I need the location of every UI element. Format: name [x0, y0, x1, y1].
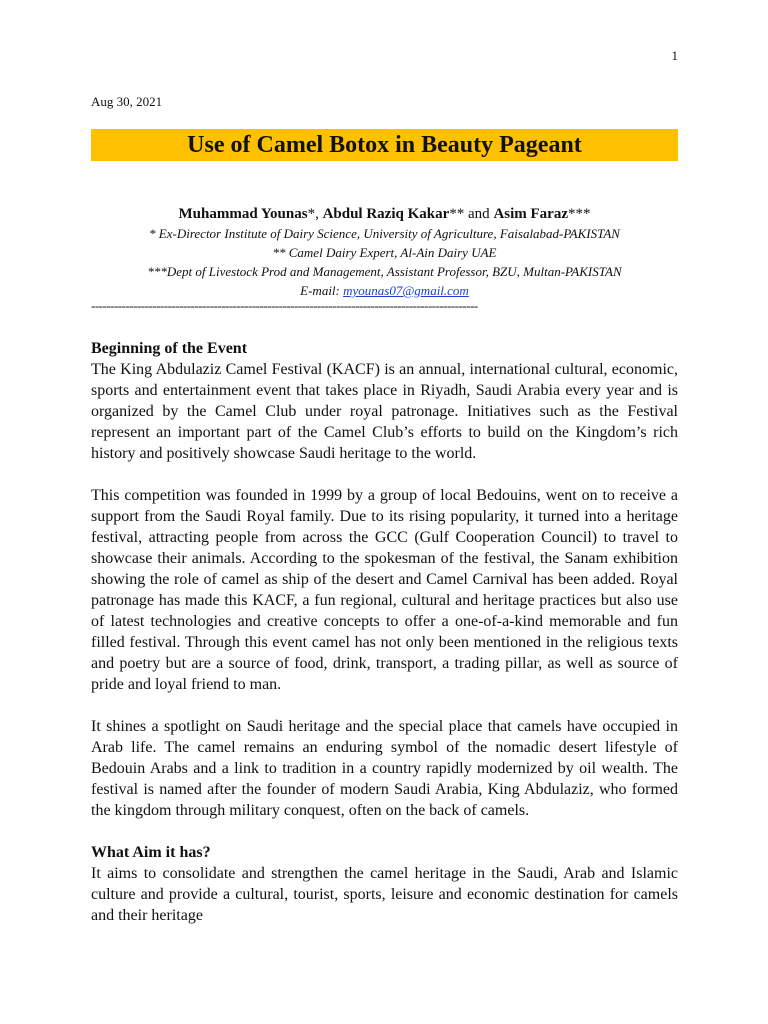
section-heading: Beginning of the Event: [91, 340, 248, 357]
section-heading: What Aim it has?: [91, 844, 211, 861]
affiliation: ***Dept of Livestock Prod and Management, Assistant Professor, BZU, Multan-PAKISTAN: [147, 264, 622, 279]
title-banner: [91, 129, 678, 161]
document-body: [91, 338, 678, 926]
author-mark: ***: [568, 206, 591, 222]
document-title: Use of Camel Botox in Beauty Pageant: [187, 131, 582, 158]
author-mark: *,: [307, 206, 323, 222]
email-link[interactable]: myounas07@gmail.com: [343, 283, 469, 298]
author-mark: ** and: [449, 206, 494, 222]
body-paragraph: The King Abdulaziz Camel Festival (KACF) is an annual, international cultural, economic, sports and entertainment event that takes place in Riyadh, Saudi Arabia every year and is organized by the Camel Club under royal patronage. Initiatives such as the Festival represent an important part of the Camel Club’s efforts to build on the Kingdom’s rich history and positively showcase Saudi heritage to the world.: [91, 361, 678, 462]
email-line: [91, 281, 678, 300]
affiliation: * Ex-Director Institute of Dairy Science, University of Agriculture, Faisalabad-PAKISTAN: [149, 226, 620, 241]
author-name: Asim Faraz: [493, 206, 568, 222]
body-paragraph: This competition was founded in 1999 by a group of local Bedouins, went on to receive a support from the Saudi Royal family. Due to its rising popularity, it turned into a heritage festival, attracting people from across the GCC (Gulf Cooperation Council) to travel to showcase their animals. According to the spokesman of the festival, the Sanam exhibition showing the role of camel as ship of the desert and Camel Carnival has been added. Royal patronage has made this KACF, a fun regional, cultural and heritage practices but also use of latest technologies and creative concepts to offer a one-of-a-kind memorable and fun filled festival. Through this event camel has not only been mentioned in the religious texts and poetry but are a source of food, drink, transport, a trading pillar, as well as source of pride and loyal friend to man.: [91, 487, 678, 693]
document-date: Aug 30, 2021: [91, 94, 163, 109]
affiliation: ** Camel Dairy Expert, Al-Ain Dairy UAE: [272, 245, 497, 260]
email-label: E-mail:: [300, 283, 344, 298]
authors-line: [91, 204, 678, 224]
author-name: Abdul Raziq Kakar: [322, 206, 450, 222]
separator-line: -----------------------------------------------------------------------------------------------------: [91, 299, 478, 313]
authors-block: [91, 204, 678, 300]
page-number: 1: [671, 48, 678, 63]
author-name: Muhammad Younas: [178, 206, 308, 222]
body-paragraph: It shines a spotlight on Saudi heritage and the special place that camels have occupied in Arab life. The camel remains an enduring symbol of the nomadic desert lifestyle of Bedouin Arabs and a link to tradition in a country rapidly modernized by oil wealth. The festival is named after the founder of modern Saudi Arabia, King Abdulaziz, who formed the kingdom through military conquest, often on the back of camels.: [91, 718, 678, 819]
body-paragraph: It aims to consolidate and strengthen the camel heritage in the Saudi, Arab and Islamic culture and provide a cultural, tourist, sports, leisure and economic destination for camels and their heritage: [91, 865, 678, 924]
